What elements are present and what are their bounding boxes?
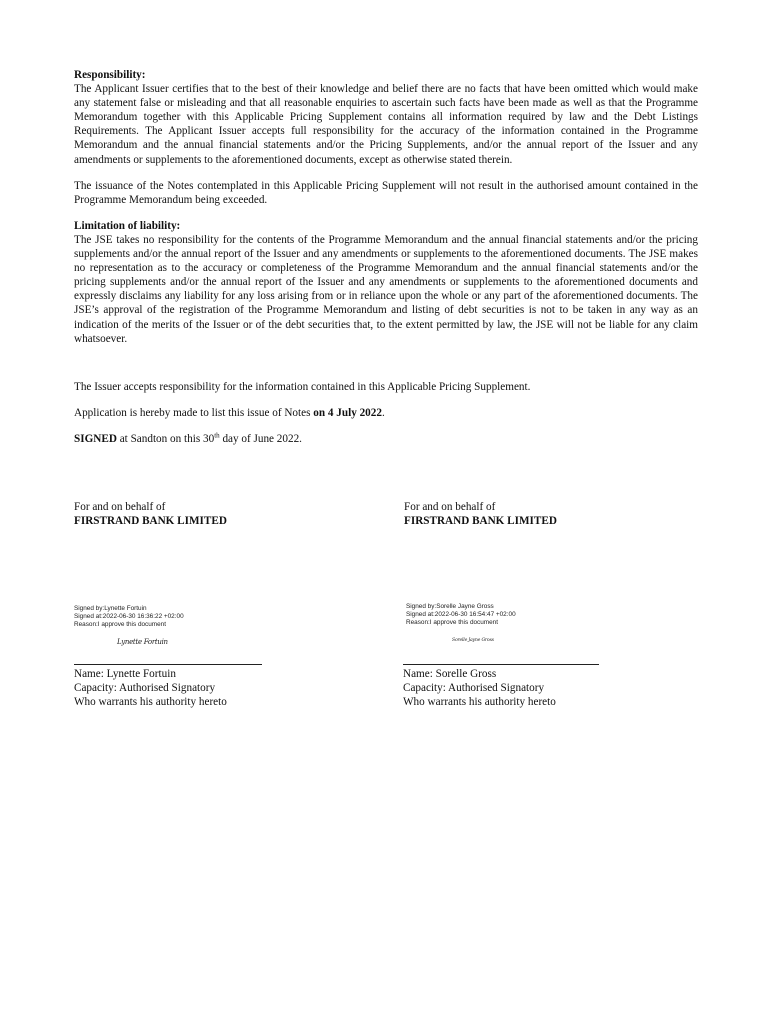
company-name: FIRSTRAND BANK LIMITED	[404, 515, 557, 528]
signatory-details-right	[403, 667, 556, 709]
issuance-text: The issuance of the Notes contemplated in this Applicable Pricing Supplement will not result in the authorised amount contained in the Programme Memorandum being exceeded.	[74, 179, 698, 206]
on-behalf-label: For and on behalf of	[74, 501, 166, 513]
signature-line-right	[403, 664, 599, 665]
signed-label: SIGNED	[74, 432, 117, 445]
on-behalf-label: For and on behalf of	[404, 501, 496, 513]
responsibility-heading: Responsibility:	[74, 69, 146, 81]
signatory-details-left	[74, 667, 227, 709]
handwritten-signature-left: Lynette Fortuin	[117, 638, 168, 646]
signature-section	[74, 500, 698, 720]
limitation-text: The JSE takes no responsibility for the contents of the Programme Memorandum and the annual financial statements and/or the pricing supplements and/or the annual report of the Issuer and any amendments or supplements to the aforementioned documents. The JSE makes no representation as to the accuracy or completeness of the Programme Memorandum and the annual financial statements and/or the pricing supplements and/or the annual report of the Issuer and any amendments or supplements to the aforementioned documents and expressly disclaims any liability for any loss arising from or in reliance upon the whole or any part of the aforementioned documents. The JSE’s approval of the registration of the Programme Memorandum and listing of debt securities is not to be taken in any way as an indication of the merits of the Issuer or of the debt securities that, to the extent permitted by law, the JSE will not be liable for any claim whatsoever.	[74, 233, 698, 345]
company-name: FIRSTRAND BANK LIMITED	[74, 515, 227, 528]
listing-date: on 4 July 2022	[313, 406, 382, 419]
limitation-heading: Limitation of liability:	[74, 219, 181, 232]
issuer-statement: The Issuer accepts responsibility for the information contained in this Applicable Pricing Supplement.	[74, 380, 531, 393]
application-statement: Application is hereby made to list this issue of Notes on 4 July 2022.	[74, 406, 385, 419]
signatory-warrant: Who warrants his authority hereto	[74, 696, 227, 709]
signatory-capacity: Capacity: Authorised Signatory	[403, 682, 545, 695]
signatory-name: Name: Sorelle Gross	[403, 668, 497, 680]
document-body	[74, 68, 698, 446]
signatory-capacity: Capacity: Authorised Signatory	[74, 682, 216, 695]
signatory-name: Name: Lynette Fortuin	[74, 668, 176, 680]
signature-line-left	[74, 664, 262, 665]
responsibility-text: The Applicant Issuer certifies that to the best of their knowledge and belief there are no facts that have been omitted which would make any statement false or misleading and that all reasonable enquiries to ascertain such facts have been made as well as that the Programme Memorandum together with this Applicable Pricing Supplement contains all information required by law and the Debt Listings Requirements. The Applicant Issuer accepts full responsibility for the accuracy of the information contained in the Programme Memorandum and the annual financial statements and/or the Pricing Supplements, and/or the annual report of the Issuer and any amendments or supplements to the aforementioned documents, except as otherwise stated therein.	[74, 83, 698, 166]
signatory-warrant: Who warrants his authority hereto	[403, 696, 556, 709]
digital-signature-stamp-left: Signed by:Lynette Fortuin Signed at:2022-06-30 16:36:22 +02:00 Reason:I approve this document	[74, 605, 184, 628]
signatory-block-right	[404, 500, 664, 528]
signed-statement: SIGNED at Sandton on this 30th day of June 2022.	[74, 431, 302, 445]
signatory-block-left	[74, 500, 334, 528]
digital-signature-stamp-right: Signed by:Sorelle Jayne Gross Signed at:2022-06-30 16:54:47 +02:00 Reason:I approve this document	[406, 603, 516, 626]
handwritten-signature-right: Sorelle Jayne Gross	[452, 638, 494, 643]
